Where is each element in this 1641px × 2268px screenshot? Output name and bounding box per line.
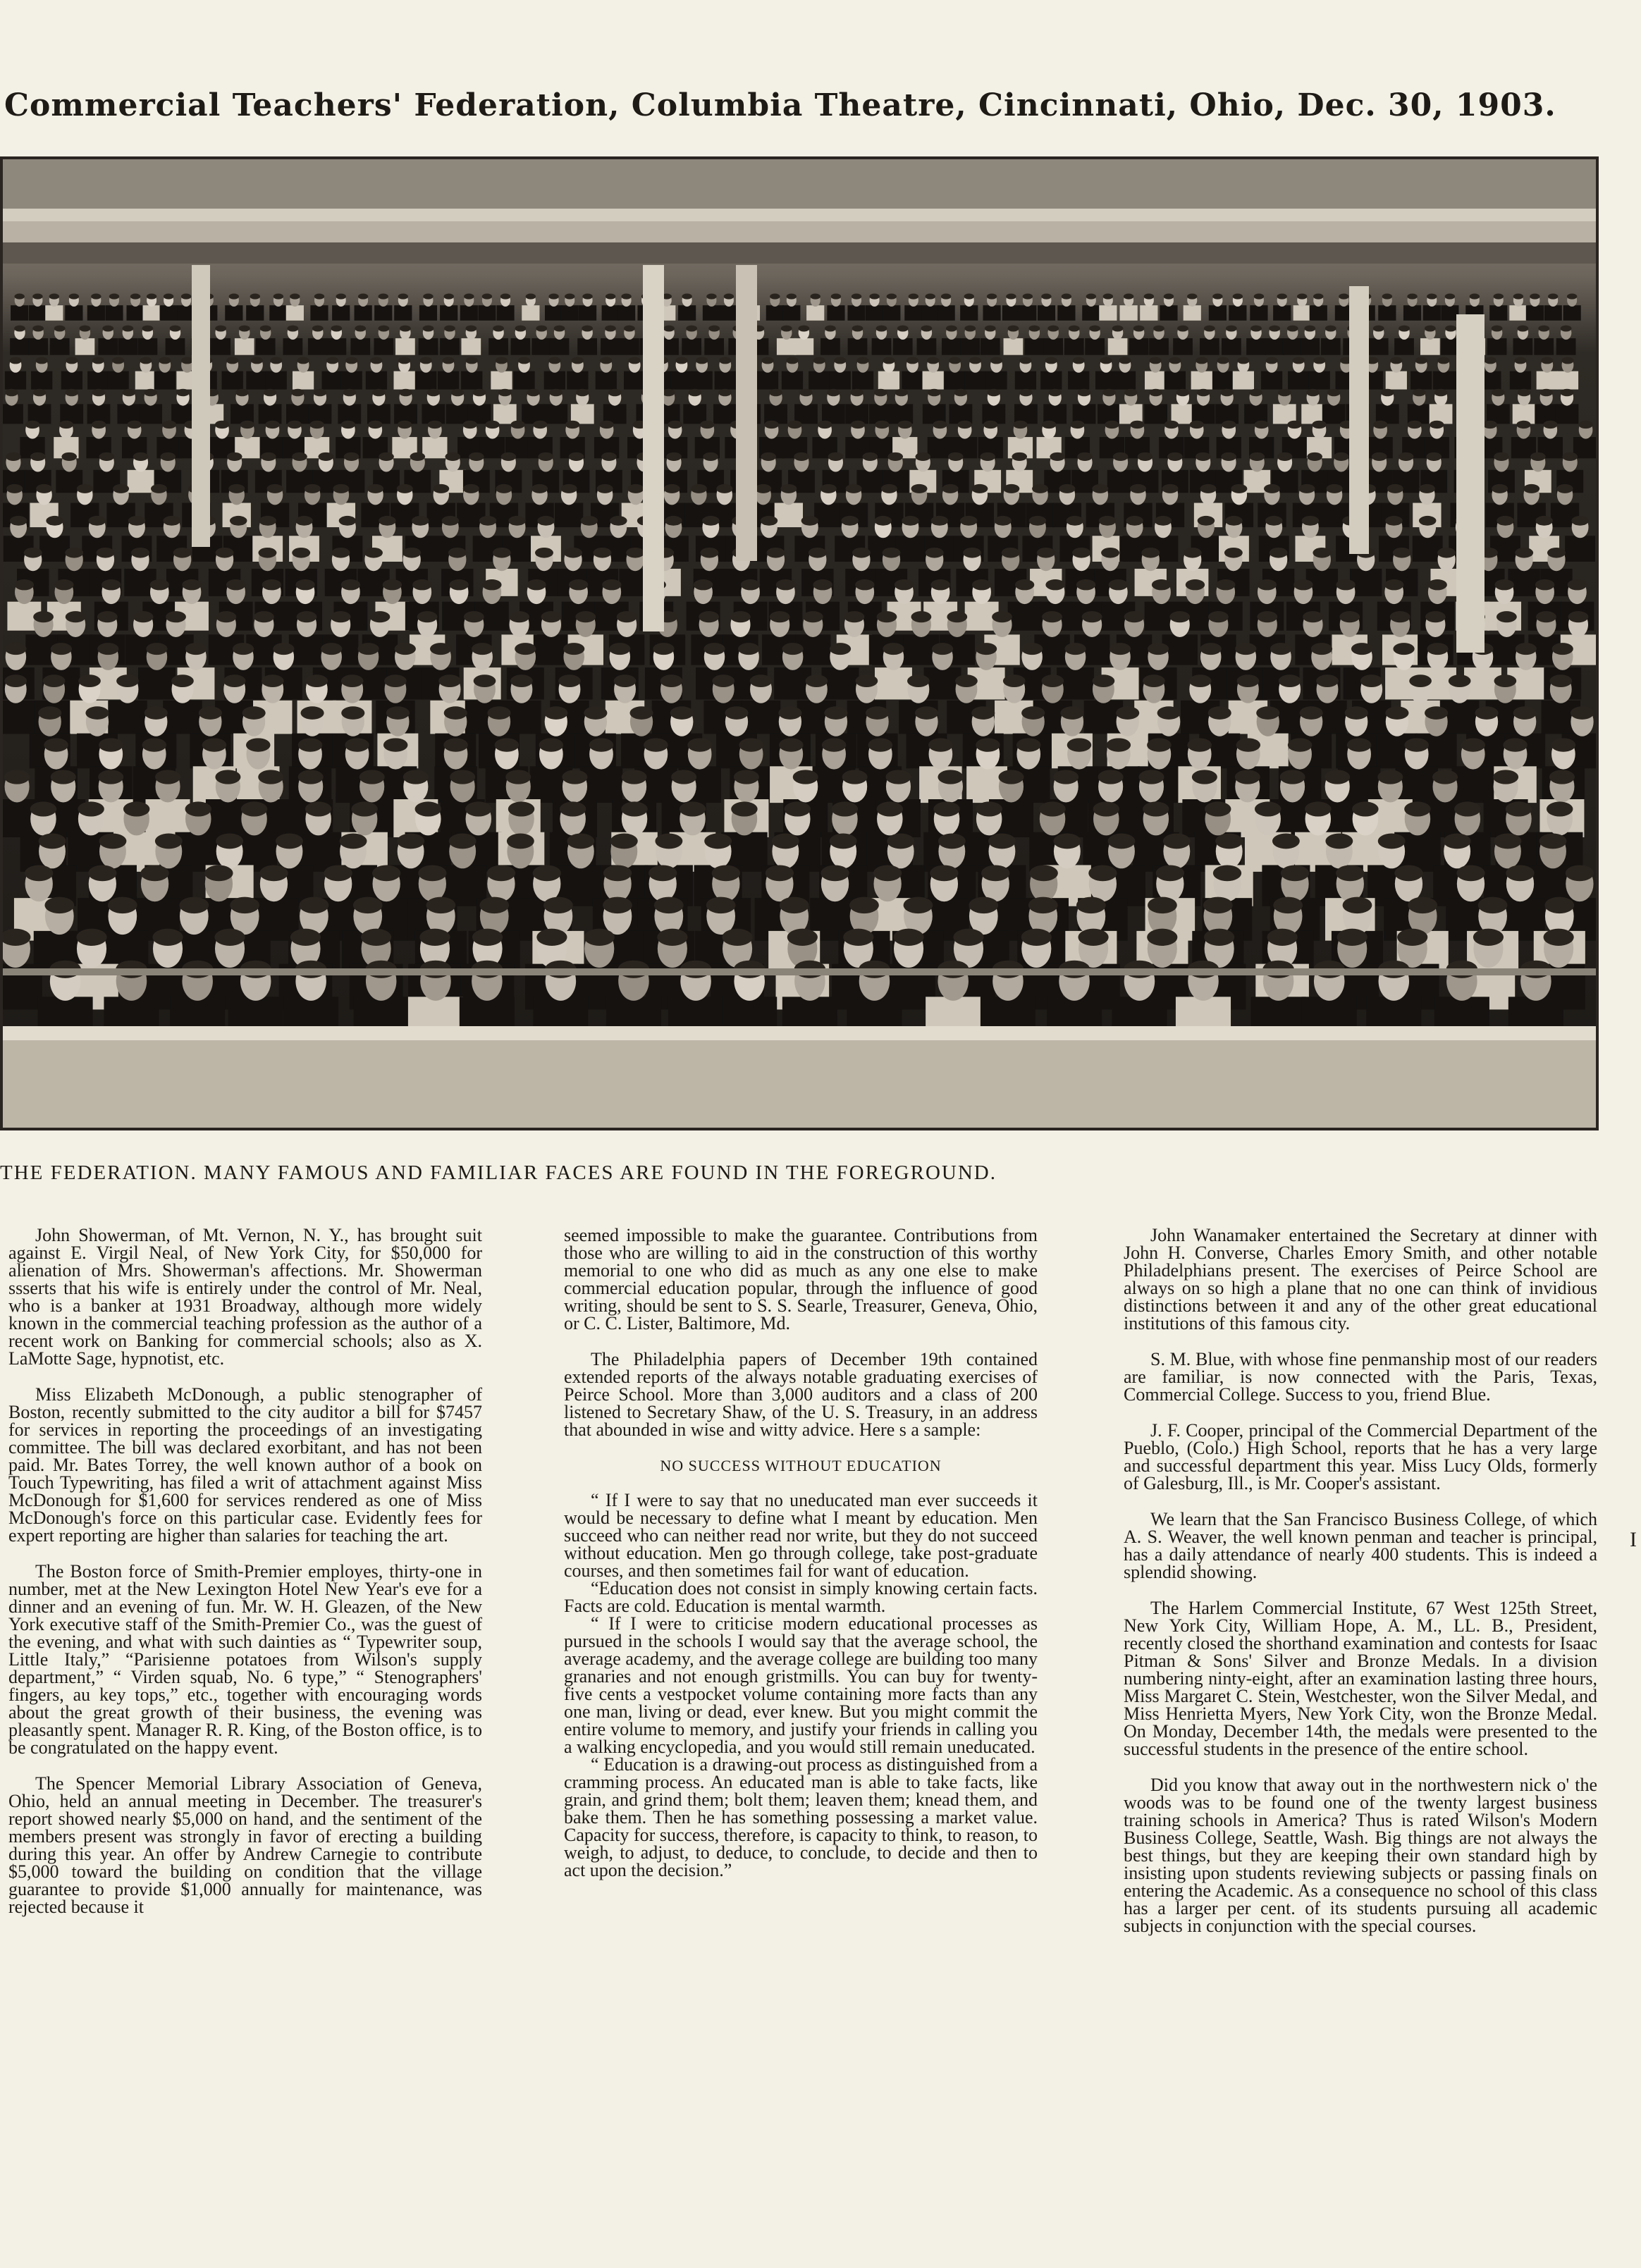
paragraph: seemed impossible to make the guarantee. Contributions from those who are willing to aid in the construction of this worthy memorial to one who did as much as any one else to make commercial education popular, through the influence of good writing, should be sent to S. S. Searle, Treasurer, Geneva, Ohio, or C. C. Lister, Baltimore, Md. — [564, 1225, 1038, 1333]
paragraph: S. M. Blue, with whose fine penmanship most of our readers are familiar, is now connected with the Paris, Texas, Commercial College. Success to you, friend Blue. — [1124, 1349, 1597, 1405]
audience-photo-image — [3, 159, 1596, 1128]
paragraph: The Spencer Memorial Library Association of Geneva, Ohio, held an annual meeting in December. The treasurer's report showed nearly $5,000 on hand, and the sentiment of the members present was strongly in favor of erecting a building during this year. An offer by Andrew Carnegie to contribute $5,000 toward the building on condition that the village guarantee to provide $1,000 annually for maintenance, was rejected because it — [8, 1773, 482, 1917]
paragraph: J. F. Cooper, principal of the Commercial Department of the Pueblo, (Colo.) High School, reports that he has a very large and successful department this year. Miss Lucy Olds, formerly of Galesburg, Ill., is Mr. Cooper's assistant. — [1124, 1420, 1597, 1493]
paragraph: The Philadelphia papers of December 19th contained extended reports of the always notable graduating exercises of Peirce School. More than 3,000 auditors and a class of 200 listened to Secretary Shaw, of the U. S. Treasury, in an address that abounded in wise and witty advice. Here s a sample: — [564, 1349, 1038, 1440]
quote-paragraph: “Education does not consist in simply knowing certain facts. Facts are cold. Education is mental warmth. — [564, 1578, 1038, 1616]
paragraph: John Showerman, of Mt. Vernon, N. Y., has brought suit against E. Virgil Neal, of New York City, for $50,000 for alienation of Mrs. Showerman's affections. Mr. Showerman ssserts that his wife is entirely under the control of Mr. Neal, who is a banker at 1931 Broadway, although more widely known in the commercial teaching profession as the author of a recent work on Banking for commercial schools; also as X. LaMotte Sage, hypnotist, etc. — [8, 1225, 482, 1369]
photo-caption: THE FEDERATION. MANY FAMOUS AND FAMILIAR FACES ARE FOUND IN THE FOREGROUND. — [0, 1161, 997, 1184]
page-header-title: Commercial Teachers' Federation, Columbia Theatre, Cincinnati, Ohio, Dec. 30, 1903. — [4, 87, 1556, 123]
audience-photograph — [0, 156, 1599, 1130]
paragraph: We learn that the San Francisco Business College, of which A. S. Weaver, the well known penman and teacher is principal, has a daily attendance of nearly 400 students. This is indeed a splendid showing. — [1124, 1509, 1597, 1582]
section-heading: NO SUCCESS WITHOUT EDUCATION — [660, 1457, 942, 1474]
text-column-3 — [1124, 1226, 1597, 1953]
page-edge-mark: I — [1630, 1528, 1637, 1551]
paragraph: The Boston force of Smith-Premier employes, thirty-one in number, met at the New Lexington Hotel New Year's eve for a dinner and an evening of fun. Mr. W. H. Gleazen, of the New York executive staff of the Smith-Premier Co., was the guest of the evening, and what with such dainties as “ Typewriter soup, Little Italy,” “Parisienne potatoes from Wilson's supply department,” “ Virden squab, No. 6 type,” “ Stenographers' fingers, au key tops,” etc., together with encouraging words about the great growth of their business, the evening was pleasantly spent. Manager R. R. King, of the Boston office, is to be congratulated on the happy event. — [8, 1561, 482, 1758]
text-column-2 — [564, 1226, 1038, 1879]
quote-paragraph: “ If I were to say that no uneducated man ever succeeds it would be necessary to define what I meant by education. Men succeed who can neither read nor write, but they do not succeed without education. Men go through college, take post-graduate courses, and then sometimes fail for want of education. — [564, 1490, 1038, 1581]
quote-paragraph: “ Education is a drawing-out process as distinguished from a cramming process. An educated man is able to take facts, like grain, and grind them; bolt them; leaven them; knead them, and bake them. Then he has something possessing a market value. Capacity for success, therefore, is capacity to think, to reason, to weigh, to adjust, to deduce, to conclude, to decide and then to act upon the decision.” — [564, 1754, 1038, 1880]
paragraph: The Harlem Commercial Institute, 67 West 125th Street, New York City, William Hope, A. M., LL. B., President, recently closed the shorthand examination and contests for Isaac Pitman & Sons' Silver and Bronze Medals. In a division numbering ninty-eight, after an examination lasting three hours, Miss Margaret C. Stein, Westchester, won the Silver Medal, and Miss Henrietta Myers, New York City, won the Bronze Medal. On Monday, December 14th, the medals were presented to the successful students in the presence of the entire school. — [1124, 1598, 1597, 1759]
text-column-1 — [8, 1226, 482, 1934]
paragraph: John Wanamaker entertained the Secretary at dinner with John H. Converse, Charles Emory Smith, and other notable Philadelphians present. The exercises of Peirce School are always on so high a plane that no one can think of invidious distinctions between it and any of the other great educational institutions of this famous city. — [1124, 1225, 1597, 1333]
paragraph: Miss Elizabeth McDonough, a public stenographer of Boston, recently submitted to the city auditor a bill for $7457 for services in reporting the proceedings of an investigating committee. The bill was declared exorbitant, and has not been paid. Mr. Bates Torrey, the well known author of a book on Touch Typewriting, has filed a writ of attachment against Miss McDonough for $1,600 for services rendered as one of Miss McDonough's force on this particular case. Evidently fees for expert reporting are higher than salaries for teaching the art. — [8, 1384, 482, 1546]
quote-paragraph: “ If I were to criticise modern educational processes as pursued in the schools I would say that the average school, the average academy, and the average college are building too many granaries and not enough gristmills. You can buy for twenty-five cents a vestpocket volume containing more facts than any one man, living or dead, ever knew. But you might commit the entire volume to memory, and justify your friends in calling you a walking encyclopedia, and you would still remain uneducated. — [564, 1613, 1038, 1757]
paragraph: Did you know that away out in the northwestern nick o' the woods was to be found one of the twenty largest business training schools in America? Thus is rated Wilson's Modern Business College, Seattle, Wash. Big things are not always the best things, but they are keeping their own standard high by insisting upon students reviewing subjects or passing finals on entering the Academic. As a consequence no school of this class has a larger per cent. of its students pursuing all academic subjects in conjunction with the special courses. — [1124, 1775, 1597, 1936]
